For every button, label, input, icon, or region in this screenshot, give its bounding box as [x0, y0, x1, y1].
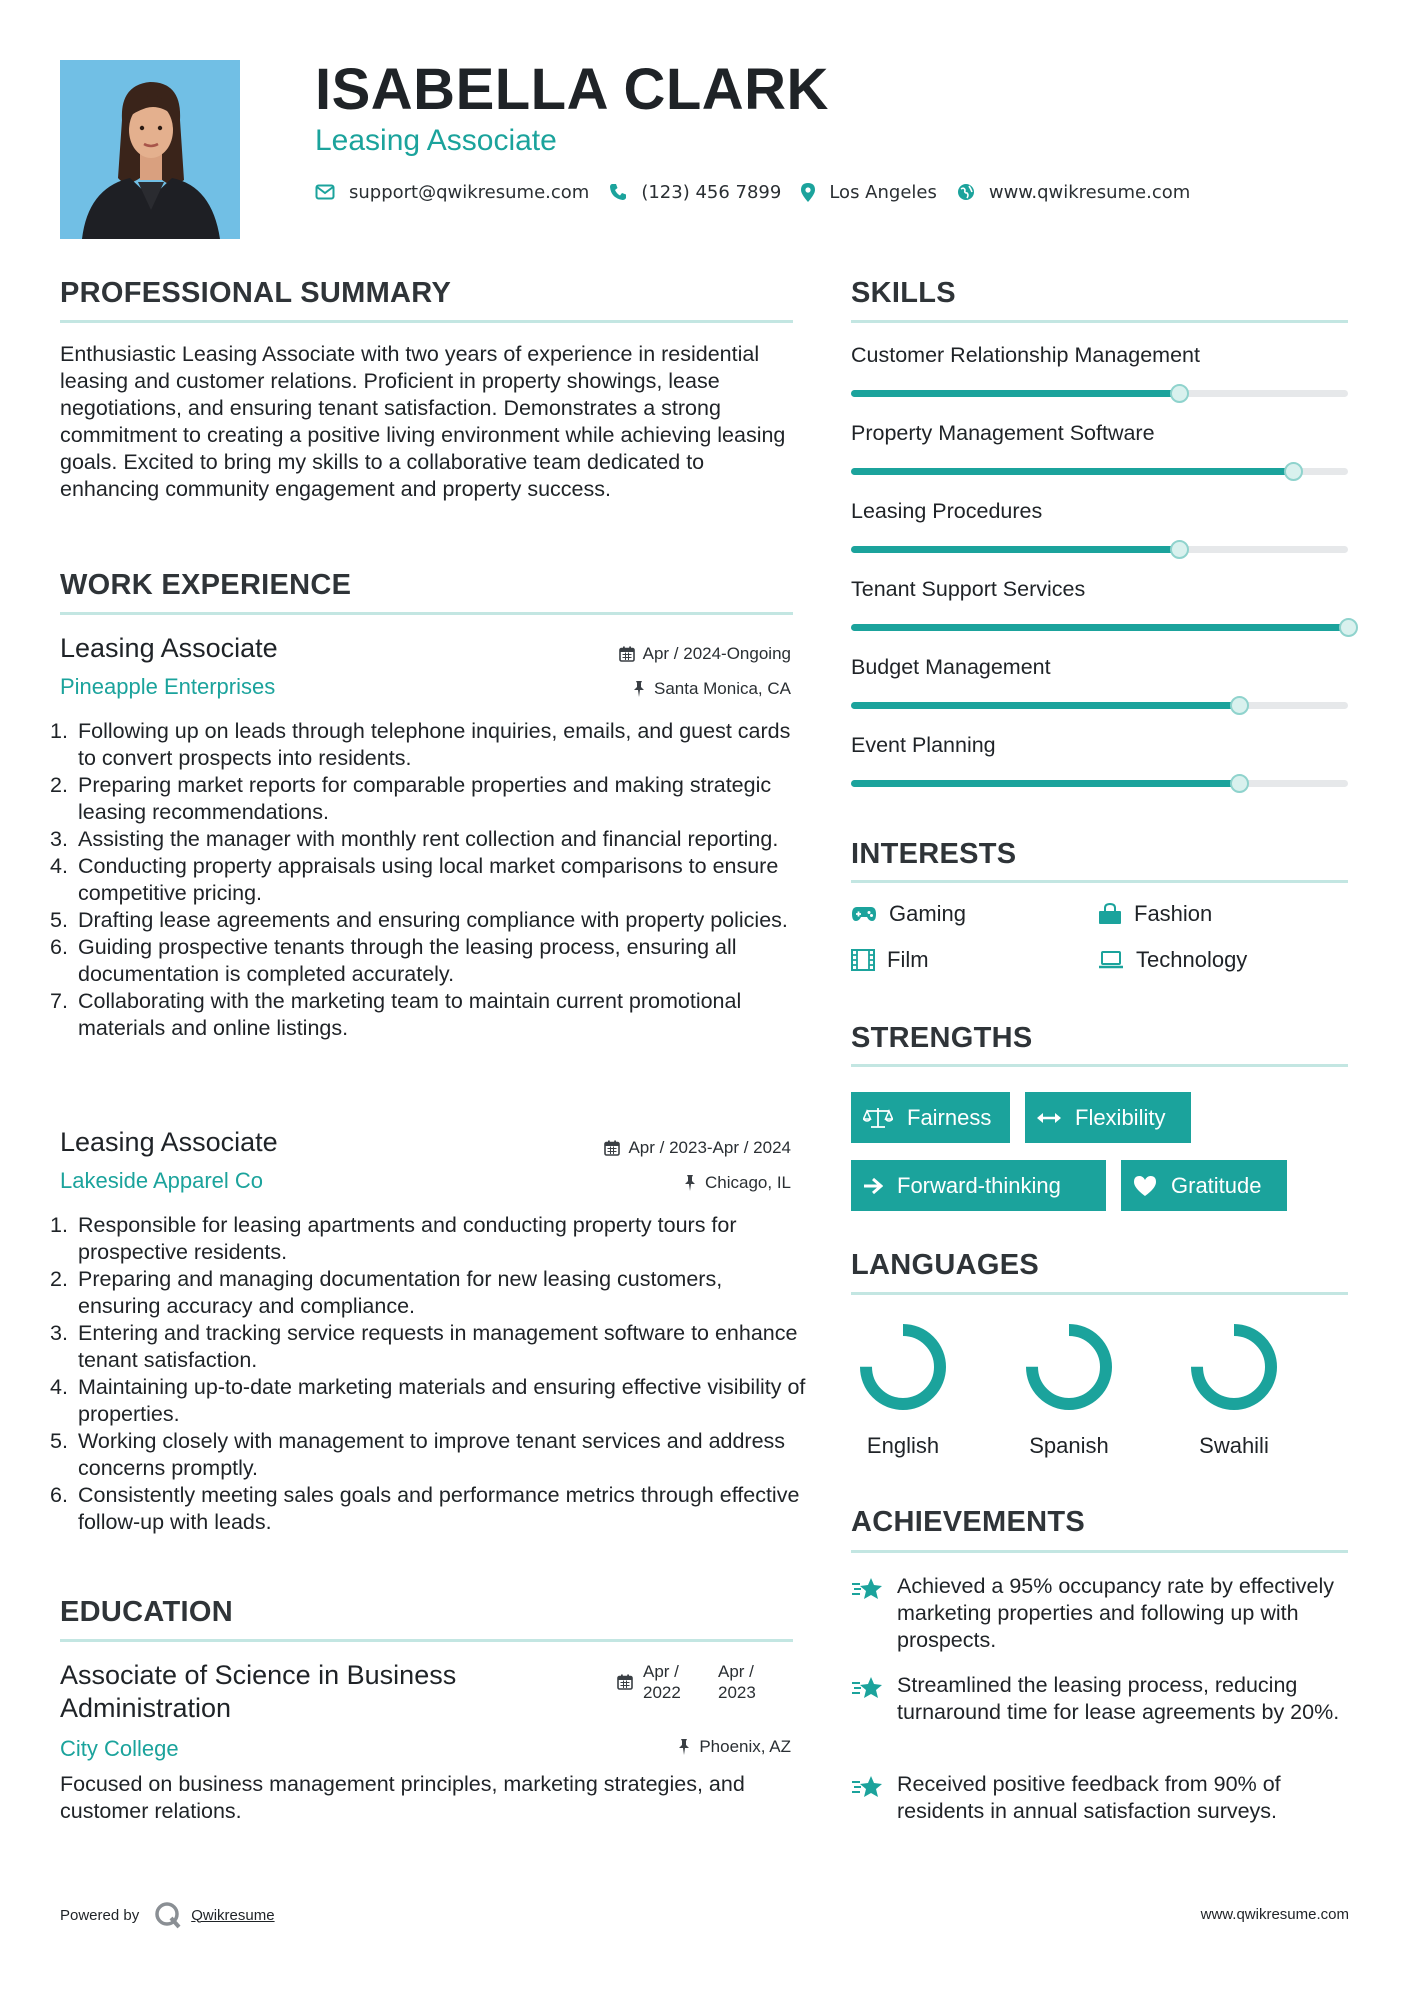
job-date: [619, 644, 791, 664]
education-end-date: [718, 1661, 756, 1703]
list-item: 3. Entering and tracking service requests in management software to enhance tenant satisfaction.: [50, 1321, 798, 1372]
person-portrait-icon: [60, 60, 240, 239]
skill-bar-fill: [851, 702, 1239, 709]
pushpin-icon: [632, 681, 646, 697]
summary-heading: PROFESSIONAL SUMMARY: [60, 277, 452, 309]
list-item: 6. Guiding prospective tenants through the leasing process, ensuring all documentation is completed accurately.: [50, 935, 737, 986]
interests-heading: INTERESTS: [851, 838, 1017, 870]
education-start-month: Apr /: [643, 1662, 679, 1681]
interest-label: Gaming: [889, 901, 967, 926]
skill-bar-knob: [1170, 384, 1189, 403]
job-location: [632, 679, 791, 699]
contact-location-text: Los Angeles: [829, 181, 937, 203]
education-end-month: Apr /: [718, 1662, 754, 1681]
skill-label: Budget Management: [851, 655, 1051, 679]
map-pin-icon: [801, 183, 815, 202]
achievements-heading: ACHIEVEMENTS: [851, 1506, 1086, 1538]
calendar-icon: [604, 1140, 620, 1156]
strength-badge-gratitude: [1121, 1160, 1287, 1211]
shopping-bag-icon: [1098, 903, 1122, 925]
language-ring-arc: [1032, 1330, 1106, 1404]
education-heading: EDUCATION: [60, 1596, 233, 1628]
skill-bar-knob: [1339, 618, 1358, 637]
phone-icon: [609, 183, 627, 201]
education-location: [677, 1737, 791, 1757]
contact-email[interactable]: [315, 182, 589, 203]
envelope-icon: [315, 184, 335, 200]
interest-label: Fashion: [1134, 901, 1213, 926]
skill-bar: [851, 624, 1348, 631]
languages-heading: LANGUAGES: [851, 1249, 1039, 1281]
achievement-text: Streamlined the leasing process, reducing turnaround time for lease agreements by 20%.: [897, 1673, 1340, 1724]
strengths-heading: STRENGTHS: [851, 1022, 1033, 1054]
summary-text: Enthusiastic Leasing Associate with two years of experience in residential leasing and customer relations. Proficient in property showings, lease negotiations, and ensuring tenant satisfaction. Demonstrates a strong commitment to creating a positive living environment while achieving leasing goals. Excited to bring my skills to a collaborative team dedicated to enhancing community engagement and property success.: [60, 342, 786, 501]
shooting-star-icon: [851, 1576, 883, 1602]
achievement-item: [851, 1771, 1351, 1825]
laptop-icon: [1098, 950, 1124, 970]
list-item: 7. Collaborating with the marketing team to maintain current promotional materials and online listings.: [50, 989, 742, 1040]
calendar-icon: [619, 646, 635, 662]
skill-bar: [851, 390, 1348, 397]
contact-location: [801, 182, 937, 203]
strength-badge-flexibility: [1025, 1092, 1191, 1143]
job-date-text: Apr / 2023-Apr / 2024: [628, 1138, 791, 1157]
skill-label: Event Planning: [851, 733, 996, 757]
job-title: Leasing Associate: [60, 1127, 278, 1157]
skills-divider: [851, 320, 1348, 323]
job-bullets: [50, 1212, 810, 1536]
shooting-star-icon: [851, 1774, 883, 1800]
footer-powered-by: [60, 1900, 275, 1930]
education-description: Focused on business management principles, marketing strategies, and customer relations.: [60, 1772, 745, 1823]
language-ring-arc: [866, 1330, 940, 1404]
globe-icon: [957, 183, 975, 201]
interest-gaming: [851, 901, 966, 927]
experience-divider: [60, 612, 793, 615]
list-item: 2. Preparing and managing documentation for new leasing customers, ensuring accuracy and compliance.: [50, 1267, 723, 1318]
education-start-date: [643, 1661, 681, 1703]
film-icon: [851, 949, 875, 971]
skills-heading: SKILLS: [851, 277, 956, 309]
language-label: Swahili: [1199, 1433, 1269, 1458]
job-bullets: [50, 718, 810, 1042]
qwikresume-logo-icon: [153, 1900, 183, 1930]
job-company: Lakeside Apparel Co: [60, 1168, 264, 1193]
shooting-star-icon: [851, 1675, 883, 1701]
skill-bar-knob: [1284, 462, 1303, 481]
contact-bar: [315, 180, 1210, 204]
contact-phone[interactable]: [609, 182, 781, 203]
contact-phone-text: (123) 456 7899: [641, 181, 782, 203]
job-date: [604, 1138, 791, 1158]
degree-title: Associate of Science in Business Administration: [60, 1660, 457, 1723]
skill-bar: [851, 702, 1348, 709]
skill-bar-fill: [851, 546, 1179, 553]
pushpin-icon: [677, 1739, 691, 1755]
candidate-name: ISABELLA CLARK: [315, 57, 829, 122]
gamepad-icon: [851, 905, 877, 923]
list-item: 4. Maintaining up-to-date marketing materials and ensuring effective visibility of properties.: [50, 1375, 806, 1426]
list-item: 4. Conducting property appraisals using local market comparisons to ensure competitive pricing.: [50, 854, 779, 905]
skill-bar-fill: [851, 780, 1239, 787]
profile-photo: [60, 60, 240, 239]
job-location-text: Chicago, IL: [705, 1173, 791, 1192]
candidate-title: Leasing Associate: [315, 124, 557, 157]
interest-label: Technology: [1136, 947, 1248, 972]
skill-bar-knob: [1230, 696, 1249, 715]
achievement-text: Achieved a 95% occupancy rate by effectively marketing properties and following up with prospects.: [897, 1574, 1335, 1652]
qwikresume-link[interactable]: Qwikresume: [191, 1906, 275, 1924]
interests-divider: [851, 880, 1348, 883]
footer-website[interactable]: www.qwikresume.com: [1200, 1906, 1349, 1923]
list-item: 5. Drafting lease agreements and ensuring compliance with property policies.: [50, 908, 788, 932]
skill-bar-fill: [851, 390, 1179, 397]
strength-badge-forward-thinking: [851, 1160, 1106, 1211]
strength-label: Fairness: [907, 1104, 992, 1130]
skill-bar-fill: [851, 624, 1348, 631]
job-location-text: Santa Monica, CA: [653, 679, 791, 698]
list-item: 5. Working closely with management to improve tenant services and address concerns promptly.: [50, 1429, 786, 1480]
skill-label: Leasing Procedures: [851, 499, 1043, 523]
skill-bar-knob: [1230, 774, 1249, 793]
job-company: Pineapple Enterprises: [60, 674, 276, 699]
powered-by-label: Powered by: [60, 1906, 140, 1924]
strength-label: Forward-thinking: [897, 1172, 1061, 1198]
skill-label: Tenant Support Services: [851, 577, 1086, 601]
arrow-right-icon: [863, 1177, 883, 1195]
strength-label: Flexibility: [1075, 1104, 1166, 1130]
strength-label: Gratitude: [1171, 1172, 1262, 1198]
interest-label: Film: [887, 947, 929, 972]
education-location-text: Phoenix, AZ: [699, 1737, 791, 1756]
contact-email-text: support@qwikresume.com: [349, 181, 590, 203]
achievements-divider: [851, 1550, 1348, 1553]
achievement-item: [851, 1672, 1351, 1726]
language-ring: [1019, 1317, 1119, 1417]
strength-badge-fairness: [851, 1092, 1010, 1143]
calendar-icon: [617, 1674, 633, 1690]
language-label: English: [866, 1433, 940, 1458]
achievement-text: Received positive feedback from 90% of residents in annual satisfaction surveys.: [897, 1772, 1281, 1823]
skill-bar: [851, 468, 1348, 475]
job-location: [683, 1173, 791, 1193]
skill-bar-fill: [851, 468, 1293, 475]
language-ring: [1184, 1317, 1284, 1417]
list-item: 1. Responsible for leasing apartments and conducting property tours for prospective residents.: [50, 1213, 737, 1264]
contact-website[interactable]: [957, 182, 1190, 203]
interest-fashion: [1098, 901, 1212, 927]
skill-bar: [851, 780, 1348, 787]
heart-icon: [1133, 1175, 1157, 1197]
experience-heading: WORK EXPERIENCE: [60, 569, 352, 601]
balance-scale-icon: [863, 1107, 893, 1129]
language-label: Spanish: [1029, 1433, 1109, 1458]
language-ring-arc: [1197, 1330, 1271, 1404]
interest-film: [851, 947, 929, 973]
skill-label: Customer Relationship Management: [851, 343, 1200, 367]
arrows-horizontal-icon: [1037, 1111, 1061, 1125]
skill-bar: [851, 546, 1348, 553]
list-item: 1. Following up on leads through telephone inquiries, emails, and guest cards to convert prospects into residents.: [50, 719, 791, 770]
list-item: 2. Preparing market reports for comparable properties and making strategic leasing recommendations.: [50, 773, 772, 824]
contact-website-text: www.qwikresume.com: [988, 181, 1191, 203]
pushpin-icon: [683, 1175, 697, 1191]
strengths-divider: [851, 1064, 1348, 1067]
school-name: City College: [60, 1736, 179, 1761]
education-start-year: 2022: [643, 1683, 681, 1702]
skill-bar-knob: [1170, 540, 1189, 559]
summary-divider: [60, 320, 793, 323]
achievement-item: [851, 1573, 1351, 1654]
job-title: Leasing Associate: [60, 633, 278, 663]
skill-label: Property Management Software: [851, 421, 1155, 445]
education-divider: [60, 1639, 793, 1642]
list-item: 3. Assisting the manager with monthly rent collection and financial reporting.: [50, 827, 779, 851]
list-item: 6. Consistently meeting sales goals and performance metrics through effective follow-up with leads.: [50, 1483, 800, 1534]
interest-technology: [1098, 947, 1247, 973]
job-date-text: Apr / 2024-Ongoing: [642, 644, 791, 663]
language-ring: [853, 1317, 953, 1417]
languages-divider: [851, 1292, 1348, 1295]
education-end-year: 2023: [718, 1683, 756, 1702]
